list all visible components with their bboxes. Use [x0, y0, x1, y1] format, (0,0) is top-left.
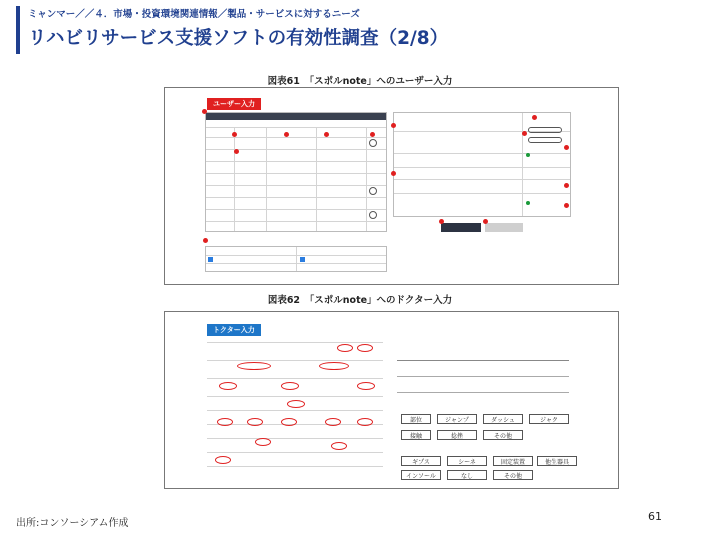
- annotation-dot: [483, 219, 488, 224]
- doctor-option-button[interactable]: シーネ: [447, 456, 487, 466]
- doctor-option-button[interactable]: 部位: [401, 414, 431, 424]
- doctor-option-button[interactable]: なし: [447, 470, 487, 480]
- doctor-option-button[interactable]: 固定装置: [493, 456, 533, 466]
- user-input-tag: ユーザー入力: [207, 98, 261, 110]
- breadcrumb: ミャンマー／／４．市場・投資環境関連情報／製品・サービスに対するニーズ: [28, 9, 360, 20]
- doctor-record-grid: [207, 338, 383, 486]
- doctor-option-button[interactable]: 他生器具: [537, 456, 577, 466]
- figure-61-caption: 図表61 「スポルnote」へのユーザー入力: [267, 76, 453, 87]
- doctor-option-button[interactable]: ジャンプ: [437, 414, 477, 424]
- user-questionnaire-form: [393, 112, 571, 217]
- doctor-option-button[interactable]: ジャク: [529, 414, 569, 424]
- user-record-table: [205, 112, 387, 232]
- doctor-option-button[interactable]: その他: [483, 430, 523, 440]
- doctor-option-button[interactable]: インソール: [401, 470, 441, 480]
- doctor-option-button[interactable]: 接触: [401, 430, 431, 440]
- doctor-option-button[interactable]: その他: [493, 470, 533, 480]
- doctor-option-button[interactable]: ダッシュ: [483, 414, 523, 424]
- doctor-input-tag: トクター入力: [207, 324, 261, 336]
- title-accent-bar: [16, 6, 20, 54]
- figure-62-screenshot: [164, 311, 619, 489]
- annotation-dot: [203, 238, 208, 243]
- source-note: 出所:コンソーシアム作成: [16, 518, 129, 529]
- doctor-option-button[interactable]: ギプス: [401, 456, 441, 466]
- page-title: リハビリサービス支援ソフトの有効性調査（2/8）: [28, 28, 449, 49]
- annotation-dot: [439, 219, 444, 224]
- page-number: 61: [648, 510, 662, 523]
- figure-62-caption: 図表62 「スポルnote」へのドクター入力: [267, 295, 453, 306]
- save-button[interactable]: [441, 223, 481, 232]
- user-summary-table: [205, 246, 387, 272]
- doctor-option-button[interactable]: 捻挫: [437, 430, 477, 440]
- cancel-button[interactable]: [485, 223, 523, 232]
- figure-61-screenshot: [164, 87, 619, 285]
